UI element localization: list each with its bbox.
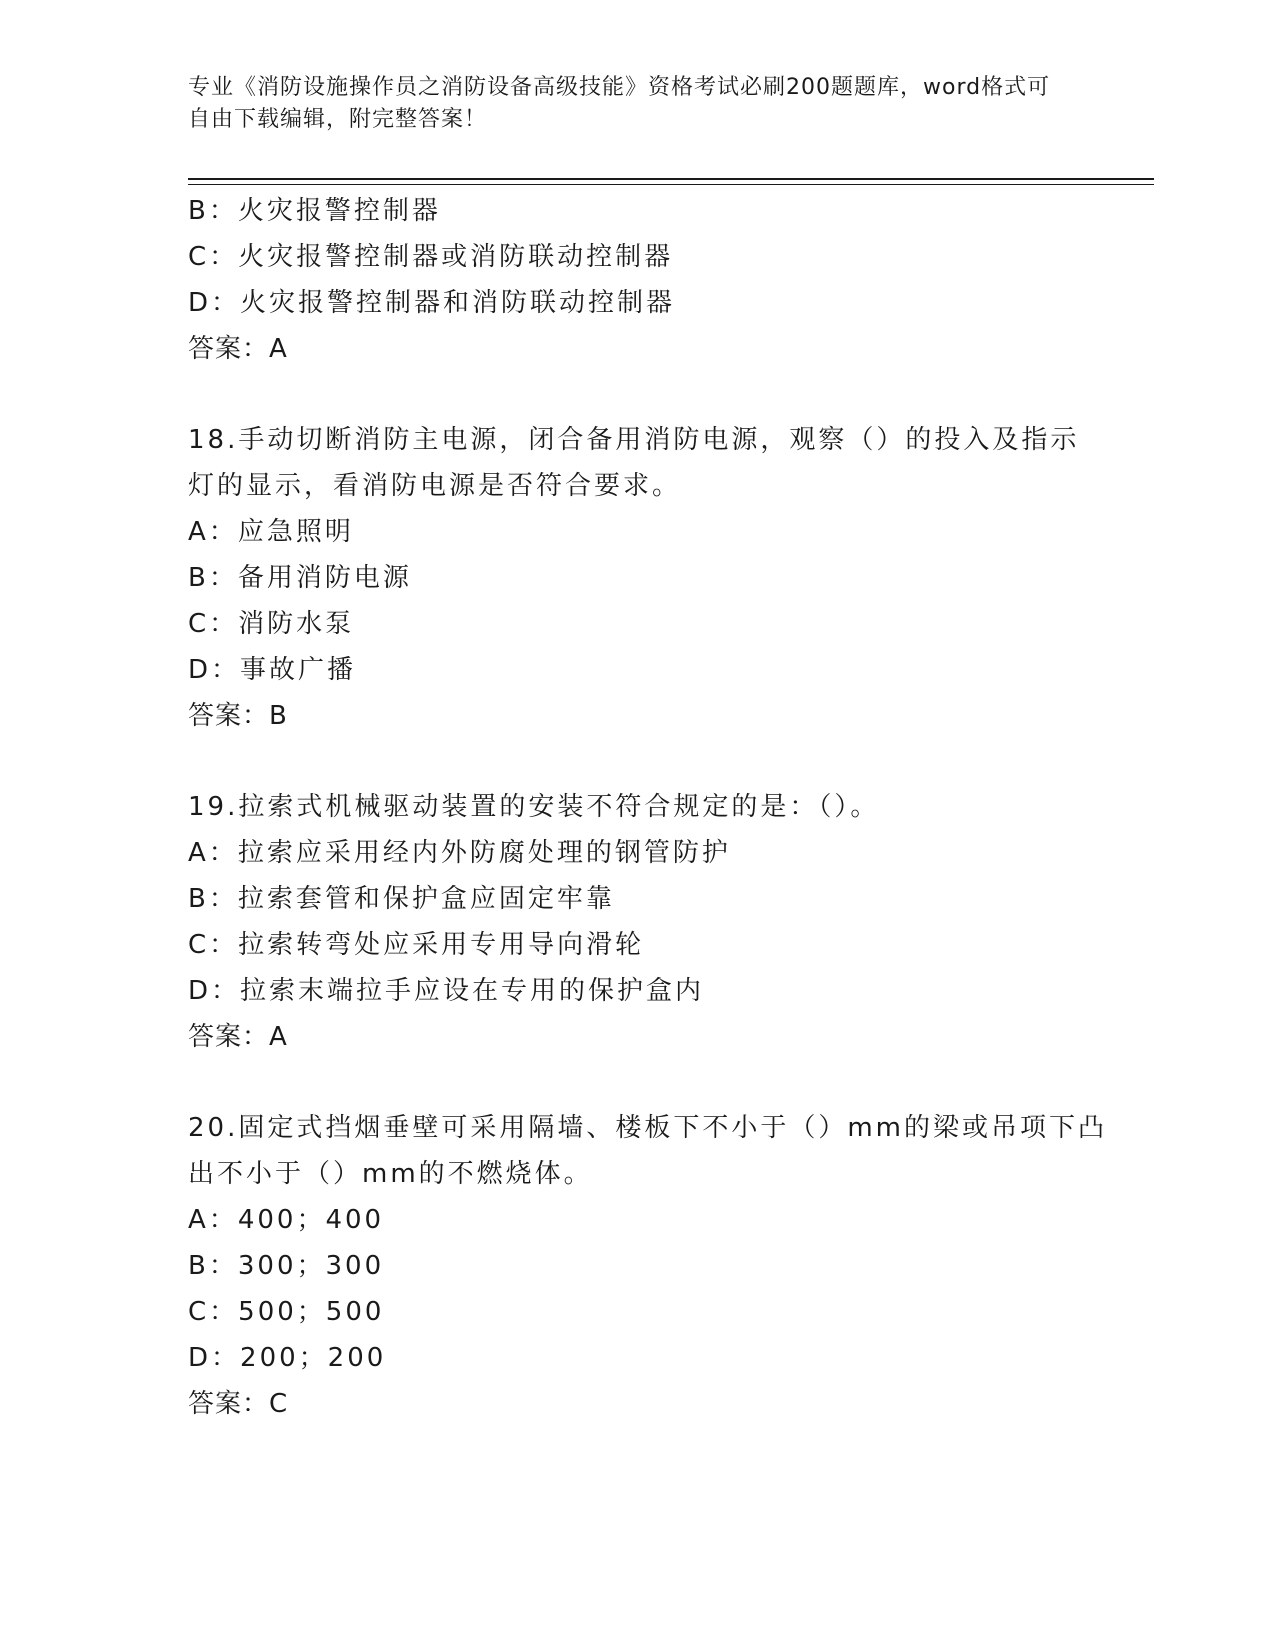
option-a: A：应急照明 — [188, 517, 354, 547]
spacer — [188, 739, 1108, 784]
answer-line: 答案：C — [188, 1389, 289, 1419]
option-b: B：火灾报警控制器 — [188, 196, 441, 226]
spacer — [188, 1060, 1108, 1105]
option-a: A：拉索应采用经内外防腐处理的钢管防护 — [188, 838, 731, 868]
option-c: C：火灾报警控制器或消防联动控制器 — [188, 242, 674, 272]
question-20 — [188, 1105, 1108, 1427]
document-header-intro: 专业《消防设施操作员之消防设备高级技能》资格考试必刷200题题库，word格式可自由下载编辑，附完整答案！ — [188, 75, 1051, 132]
answer-line: 答案：A — [188, 1022, 288, 1052]
question-text: 19.拉索式机械驱动装置的安装不符合规定的是：（）。 — [188, 792, 880, 822]
option-c: C：拉索转弯处应采用专用导向滑轮 — [188, 930, 645, 960]
answer-line: 答案：A — [188, 334, 288, 364]
option-d: D：200；200 — [188, 1343, 387, 1373]
option-b: B：300；300 — [188, 1251, 385, 1281]
option-c: C：500；500 — [188, 1297, 385, 1327]
answer-line: 答案：B — [188, 701, 288, 731]
question-17-tail — [188, 188, 1108, 372]
option-c: C：消防水泵 — [188, 609, 355, 639]
option-d: D：拉索末端拉手应设在专用的保护盒内 — [188, 976, 705, 1006]
question-text: 18.手动切断消防主电源，闭合备用消防电源，观察（）的投入及指示灯的显示，看消防电源是否符合要求。 — [188, 425, 1080, 501]
option-d: D：事故广播 — [188, 655, 357, 685]
header-divider-thick — [188, 178, 1154, 180]
option-a: A：400；400 — [188, 1205, 385, 1235]
spacer — [188, 372, 1108, 417]
document-body — [188, 188, 1108, 1427]
question-text: 20.固定式挡烟垂壁可采用隔墙、楼板下不小于（）mm的梁或吊项下凸出不小于（）mm的不燃烧体。 — [188, 1113, 1108, 1189]
header-divider-thin — [188, 184, 1154, 185]
question-19 — [188, 784, 1108, 1060]
option-b: B：拉索套管和保护盒应固定牢靠 — [188, 884, 615, 914]
option-b: B：备用消防电源 — [188, 563, 412, 593]
option-d: D：火灾报警控制器和消防联动控制器 — [188, 288, 676, 318]
question-18 — [188, 417, 1108, 739]
